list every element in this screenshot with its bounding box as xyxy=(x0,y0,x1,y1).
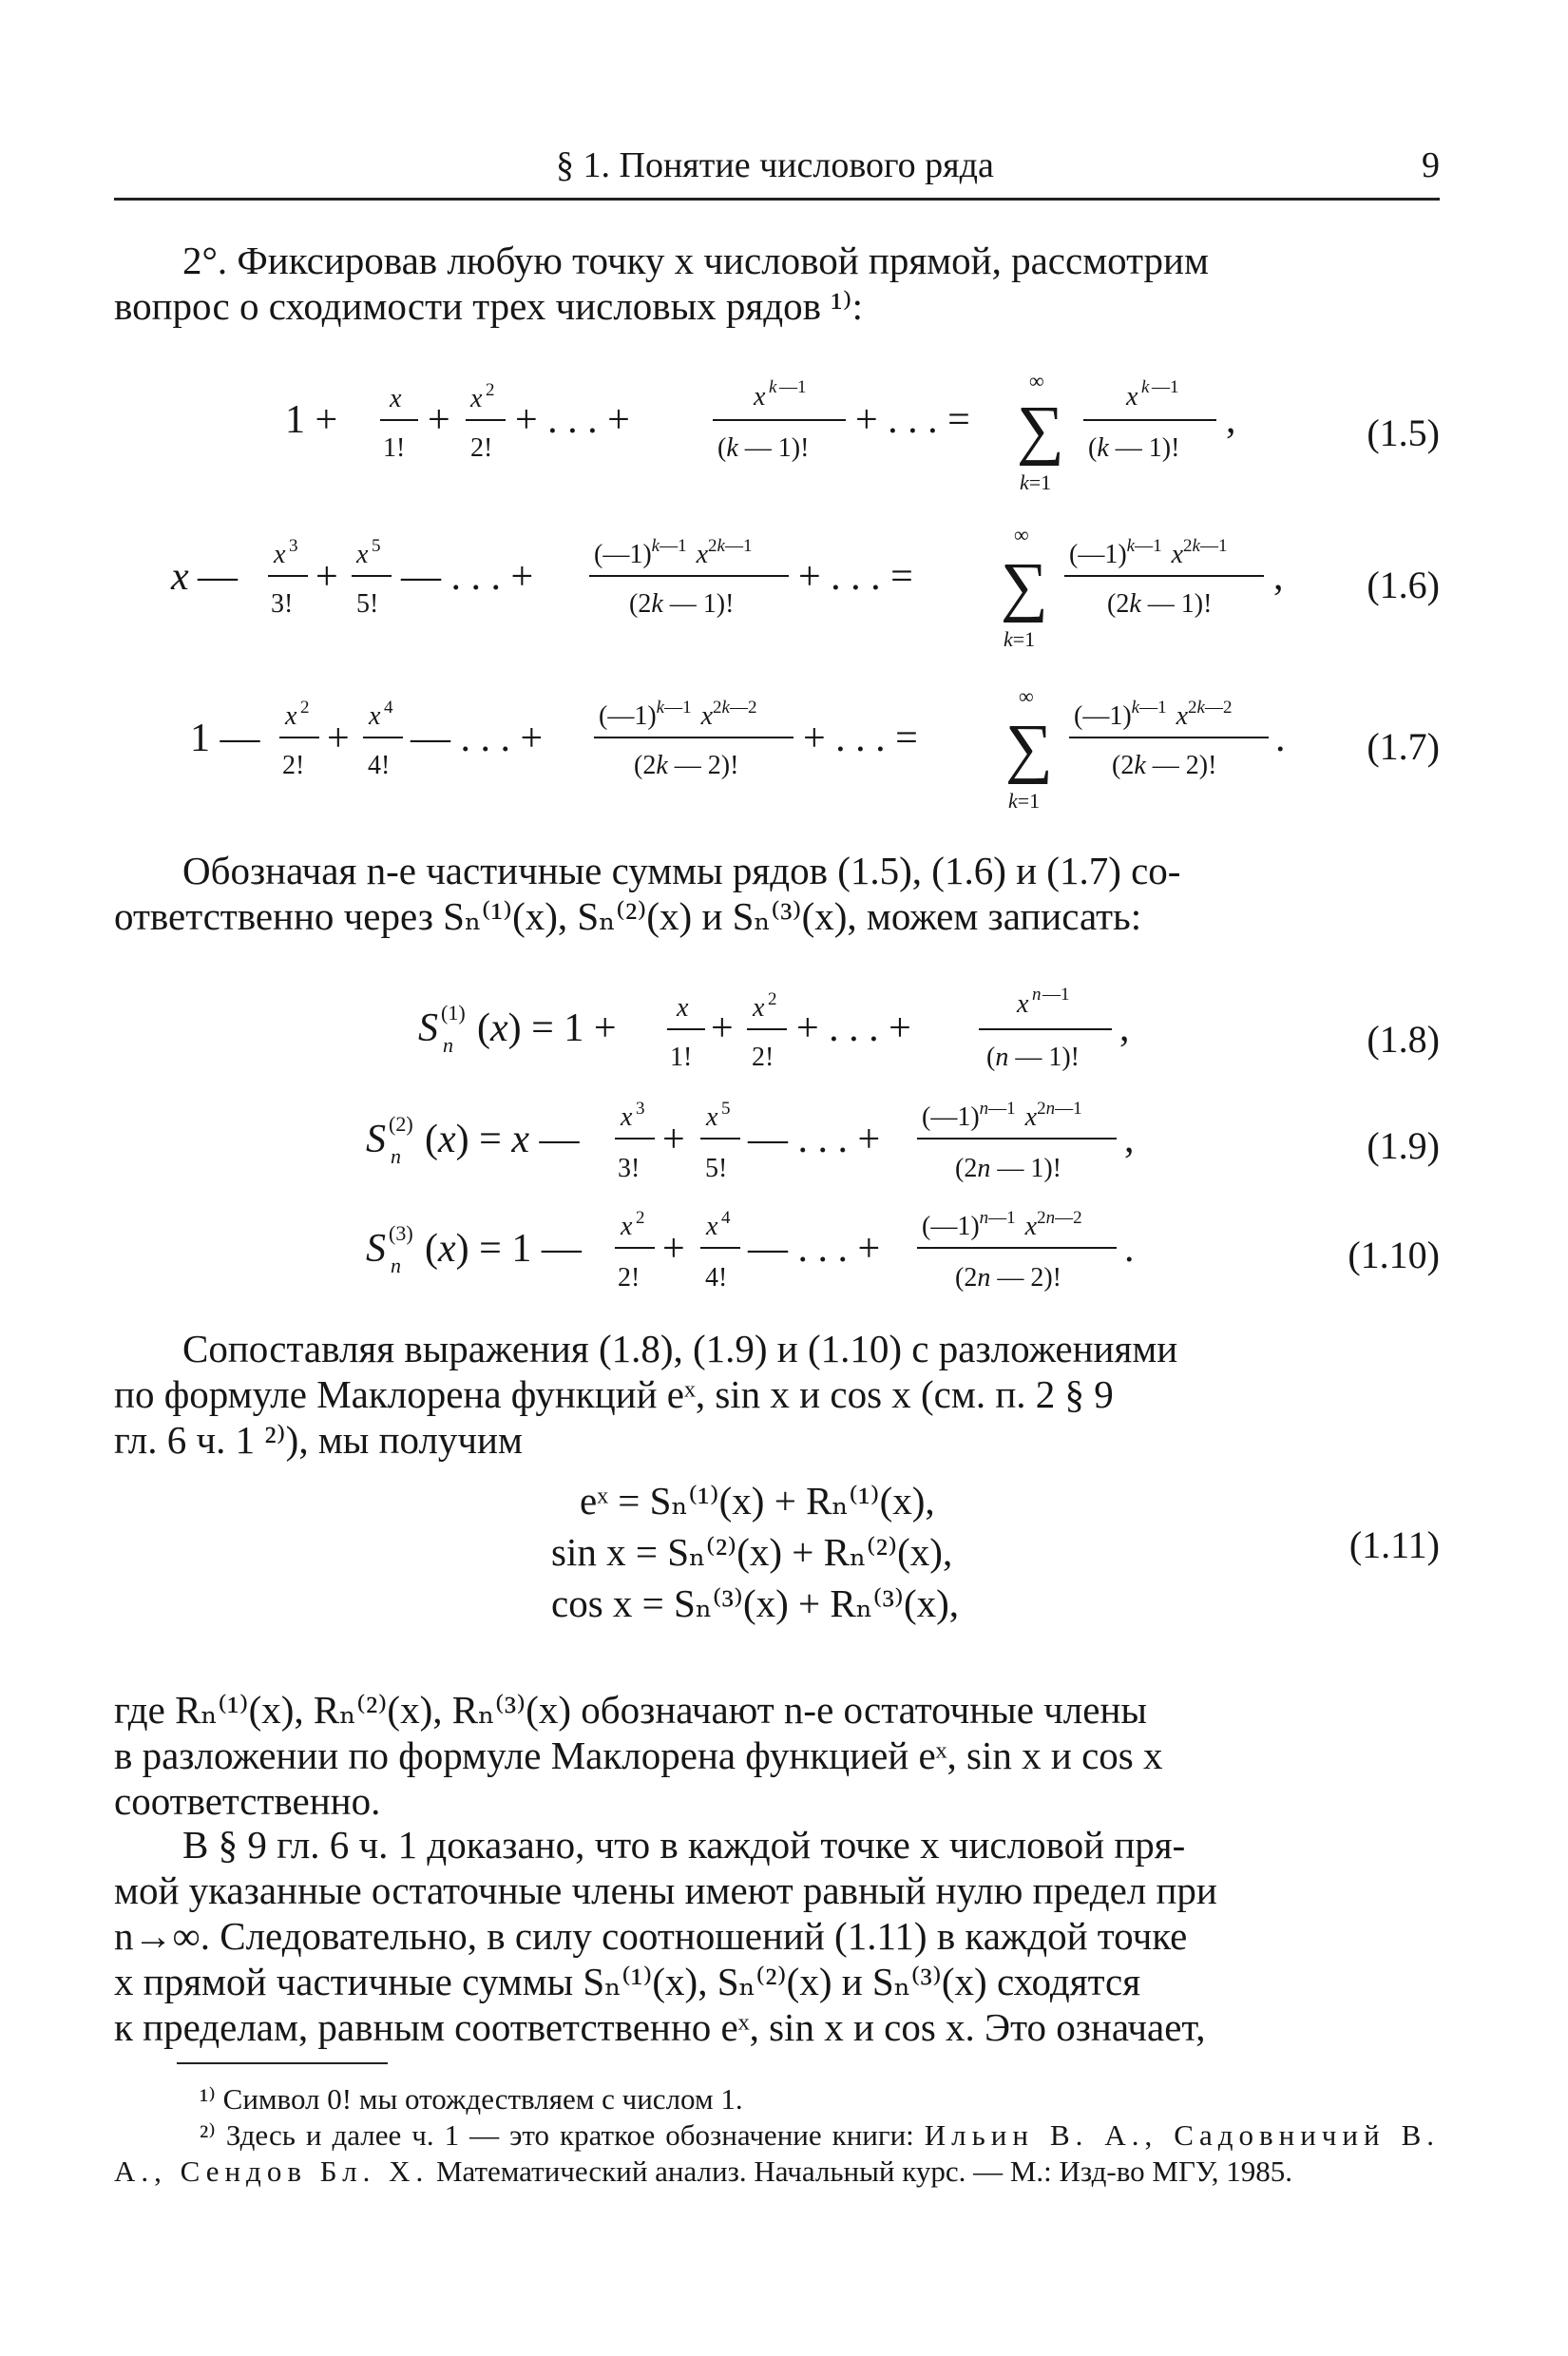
svg-text:(n — 1)!: (n — 1)! xyxy=(986,1043,1080,1072)
svg-text:(—1)k—1x2k—1: (—1)$^k$—1 $x^2k—1$ xyxy=(1069,536,1228,569)
svg-text:5!: 5! xyxy=(705,1154,728,1183)
svg-text:(2k — 2)!: (2k — 2)! xyxy=(1112,751,1217,780)
svg-text:k=1: k=1 xyxy=(1008,789,1041,813)
equation-number-1-8: (1.8) xyxy=(1367,1018,1440,1061)
svg-text:,: , xyxy=(1273,555,1284,599)
svg-text:,: , xyxy=(1124,1118,1135,1161)
svg-text:1 +: 1 + xyxy=(285,398,338,442)
svg-text:x: x xyxy=(470,384,483,413)
svg-text:S: S xyxy=(418,1006,438,1050)
conclusion-line-2: мой указанные остаточные члены имеют равный нулю предел при xyxy=(114,1868,1217,1912)
footnote-2-reference: Математический анализ. Начальный курс. — М.: Изд-во МГУ, 1985. xyxy=(429,2155,1293,2188)
comparison-line-2: по формуле Маклорена функций eˣ, sin x и cos x (см. п. 2 § 9 xyxy=(114,1372,1114,1416)
equation-1-11 xyxy=(551,1475,1045,1629)
equation-number-1-5: (1.5) xyxy=(1367,412,1440,454)
svg-text:(—1)k—1x2k—1: (—1)$^k$—1 $x^2k—1$ xyxy=(594,536,753,569)
svg-text:n: n xyxy=(391,1254,401,1277)
equation-1-9 xyxy=(366,1083,1221,1197)
svg-text:x: x xyxy=(677,993,689,1023)
svg-text:.: . xyxy=(1124,1227,1135,1271)
svg-text:(x) = 1 —: (x) = 1 — xyxy=(425,1227,582,1271)
svg-text:S: S xyxy=(366,1118,386,1161)
header-rule xyxy=(114,198,1440,201)
svg-text:n: n xyxy=(391,1144,401,1168)
equation-1-11-line-3: cos x = Sₙ⁽³⁾(x) + Rₙ⁽³⁾(x), xyxy=(551,1581,959,1625)
svg-text:k: k xyxy=(1141,377,1150,397)
svg-text:(2): (2) xyxy=(389,1112,413,1136)
equation-1-10 xyxy=(366,1193,1221,1307)
svg-text:4: 4 xyxy=(384,698,393,718)
svg-text:∑: ∑ xyxy=(1001,550,1048,623)
svg-text:x: x xyxy=(285,701,297,731)
section-title: § 1. Понятие числового ряда xyxy=(556,145,994,185)
svg-text:(—1)n—1x2n—2: (—1)$^n$—1 $x^2n—2$ xyxy=(922,1208,1082,1241)
svg-text:(x) = 1 +: (x) = 1 + xyxy=(477,1006,617,1050)
svg-text:x: x xyxy=(1017,989,1029,1019)
svg-text:+ . . . =: + . . . = xyxy=(798,555,913,599)
svg-text:2: 2 xyxy=(300,698,310,718)
equation-number-1-10: (1.10) xyxy=(1348,1234,1440,1276)
svg-text:x: x xyxy=(356,540,369,569)
svg-text:—: — xyxy=(198,555,238,599)
remainder-paragraph xyxy=(114,1687,1440,1824)
partial-sums-paragraph xyxy=(114,848,1440,939)
svg-text:∞: ∞ xyxy=(1014,523,1029,546)
equation-1-6 xyxy=(171,513,1311,651)
svg-text:x: x xyxy=(706,1212,718,1241)
svg-text:5: 5 xyxy=(372,536,381,556)
svg-text:(k — 1)!: (k — 1)! xyxy=(1088,433,1180,463)
svg-text:S: S xyxy=(366,1227,386,1271)
svg-text:.: . xyxy=(1275,717,1286,760)
svg-text:x: x xyxy=(621,1102,633,1132)
svg-text:+ . . . =: + . . . = xyxy=(803,717,918,760)
footnote-2 xyxy=(114,2117,1440,2190)
svg-text:2!: 2! xyxy=(470,433,493,463)
svg-text:+: + xyxy=(428,398,450,442)
svg-text:(—1)n—1x2n—1: (—1)$^n$—1 $x^2n—1$ xyxy=(922,1099,1082,1132)
svg-text:(x) = x —: (x) = x — xyxy=(425,1118,580,1161)
equation-number-1-9: (1.9) xyxy=(1367,1124,1440,1167)
svg-text:n: n xyxy=(443,1033,453,1057)
svg-text:x: x xyxy=(369,701,381,731)
svg-text:x: x xyxy=(621,1212,633,1241)
svg-text:— . . . +: — . . . + xyxy=(411,717,544,760)
svg-text:x: x xyxy=(1126,382,1138,412)
svg-text:+: + xyxy=(662,1227,685,1271)
svg-text:+: + xyxy=(327,717,350,760)
footnote-2-authors: Ильин В. А., Садовничий В. А., Сендов Бл. Х. xyxy=(114,2118,1441,2188)
svg-text:x: x xyxy=(171,555,189,599)
svg-text:,: , xyxy=(1226,398,1236,442)
remainder-line-1: где Rₙ⁽¹⁾(x), Rₙ⁽²⁾(x), Rₙ⁽³⁾(x) обозначают n-е остаточные члены xyxy=(114,1688,1147,1732)
svg-text:x: x xyxy=(390,384,402,413)
conclusion-paragraph xyxy=(114,1822,1440,2050)
footnote-1: ¹⁾ Символ 0! мы отождествляем с числом 1. xyxy=(200,2082,743,2116)
svg-text:,: , xyxy=(1119,1006,1130,1050)
intro-line-1: 2°. Фиксировав любую точку x числовой прямой, рассмотрим xyxy=(182,239,1209,282)
partial-sums-line-1: Обозначая n-е частичные суммы рядов (1.5), (1.6) и (1.7) со- xyxy=(182,849,1181,892)
svg-text:(k — 1)!: (k — 1)! xyxy=(717,433,810,463)
svg-text:+ . . . +: + . . . + xyxy=(796,1006,911,1050)
equation-1-8 xyxy=(418,974,1273,1088)
svg-text:(2n — 1)!: (2n — 1)! xyxy=(955,1154,1061,1183)
conclusion-line-5: к пределам, равным соответственно eˣ, sin x и cos x. Это означает, xyxy=(114,2005,1206,2049)
svg-text:n: n xyxy=(1032,985,1042,1005)
svg-text:k=1: k=1 xyxy=(1004,627,1036,651)
comparison-line-1: Сопоставляя выражения (1.8), (1.9) и (1.10) с разложениями xyxy=(182,1327,1178,1370)
equation-number-1-11: (1.11) xyxy=(1348,1523,1440,1566)
svg-text:x: x xyxy=(754,382,766,412)
svg-text:2: 2 xyxy=(636,1208,645,1228)
equation-number-1-7: (1.7) xyxy=(1367,725,1440,768)
svg-text:(—1)k—1x2k—2: (—1)$^k$—1 $x^2k—2$ xyxy=(1074,698,1233,731)
svg-text:∑: ∑ xyxy=(1017,393,1064,467)
svg-text:2: 2 xyxy=(486,380,495,400)
svg-text:4!: 4! xyxy=(368,751,391,780)
svg-text:— . . . +: — . . . + xyxy=(401,555,534,599)
intro-paragraph xyxy=(114,238,1440,329)
svg-text:5!: 5! xyxy=(356,589,379,619)
svg-text:2!: 2! xyxy=(282,751,305,780)
svg-text:(3): (3) xyxy=(389,1221,413,1245)
svg-text:1 —: 1 — xyxy=(190,717,260,760)
conclusion-line-1: В § 9 гл. 6 ч. 1 доказано, что в каждой точке x числовой пря- xyxy=(182,1823,1186,1867)
svg-text:5: 5 xyxy=(721,1099,731,1119)
comparison-line-3: гл. 6 ч. 1 ²⁾), мы получим xyxy=(114,1418,523,1462)
footnote-rule xyxy=(177,2062,388,2064)
svg-text:3: 3 xyxy=(636,1099,645,1119)
svg-text:(1): (1) xyxy=(441,1001,466,1025)
partial-sums-line-2: ответственно через Sₙ⁽¹⁾(x), Sₙ⁽²⁾(x) и Sₙ⁽³⁾(x), можем записать: xyxy=(114,894,1142,938)
svg-text:+: + xyxy=(711,1006,734,1050)
svg-text:3: 3 xyxy=(289,536,298,556)
svg-text:2!: 2! xyxy=(618,1263,641,1293)
equation-1-5 xyxy=(285,361,1283,494)
svg-text:—1: —1 xyxy=(1042,985,1070,1005)
svg-text:+ . . . =: + . . . = xyxy=(855,398,970,442)
remainder-line-2: в разложении по формуле Маклорена функцией eˣ, sin x и cos x xyxy=(114,1733,1163,1777)
svg-text:— . . . +: — . . . + xyxy=(748,1118,881,1161)
svg-text:3!: 3! xyxy=(271,589,294,619)
svg-text:+: + xyxy=(316,555,338,599)
svg-text:1!: 1! xyxy=(383,433,406,463)
svg-text:(2k — 1)!: (2k — 1)! xyxy=(629,589,735,619)
svg-text:— . . . +: — . . . + xyxy=(748,1227,881,1271)
conclusion-line-3: n→∞. Следовательно, в силу соотношений (1.11) в каждой точке xyxy=(114,1914,1188,1958)
remainder-line-3: соответственно. xyxy=(114,1779,381,1823)
equation-1-7 xyxy=(190,675,1330,813)
svg-text:2: 2 xyxy=(768,989,777,1009)
svg-text:2!: 2! xyxy=(752,1043,774,1072)
page-number: 9 xyxy=(1422,145,1440,185)
svg-text:3!: 3! xyxy=(618,1154,641,1183)
equation-1-11-line-1: eˣ = Sₙ⁽¹⁾(x) + Rₙ⁽¹⁾(x), xyxy=(580,1479,935,1523)
svg-text:x: x xyxy=(274,540,286,569)
svg-text:∞: ∞ xyxy=(1019,684,1034,708)
svg-text:—1: —1 xyxy=(1152,377,1179,397)
svg-text:1!: 1! xyxy=(670,1043,693,1072)
conclusion-line-4: x прямой частичные суммы Sₙ⁽¹⁾(x), Sₙ⁽²⁾(x) и Sₙ⁽³⁾(x) сходятся xyxy=(114,1960,1141,2003)
svg-text:(—1)k—1x2k—2: (—1)$^k$—1 $x^2k—2$ xyxy=(599,698,757,731)
svg-text:4!: 4! xyxy=(705,1263,728,1293)
svg-text:—1: —1 xyxy=(779,377,807,397)
svg-text:x: x xyxy=(706,1102,718,1132)
svg-text:k=1: k=1 xyxy=(1020,470,1052,494)
running-header xyxy=(114,144,1440,194)
svg-text:x: x xyxy=(753,993,765,1023)
svg-text:∞: ∞ xyxy=(1029,369,1044,393)
svg-text:4: 4 xyxy=(721,1208,731,1228)
footnote-2-intro: ²⁾ Здесь и далее ч. 1 — это краткое обозначение книги: xyxy=(200,2118,925,2152)
svg-text:(2k — 1)!: (2k — 1)! xyxy=(1107,589,1213,619)
svg-text:(2n — 2)!: (2n — 2)! xyxy=(955,1263,1061,1293)
svg-text:+: + xyxy=(662,1118,685,1161)
svg-text:+ . . . +: + . . . + xyxy=(515,398,630,442)
equation-1-11-line-2: sin x = Sₙ⁽²⁾(x) + Rₙ⁽²⁾(x), xyxy=(551,1530,953,1574)
svg-text:(2k — 2)!: (2k — 2)! xyxy=(634,751,739,780)
svg-text:∑: ∑ xyxy=(1005,712,1053,785)
intro-line-2: вопрос о сходимости трех числовых рядов ¹⁾: xyxy=(114,284,864,328)
comparison-paragraph xyxy=(114,1326,1440,1463)
svg-text:k: k xyxy=(769,377,777,397)
equation-number-1-6: (1.6) xyxy=(1367,564,1440,606)
